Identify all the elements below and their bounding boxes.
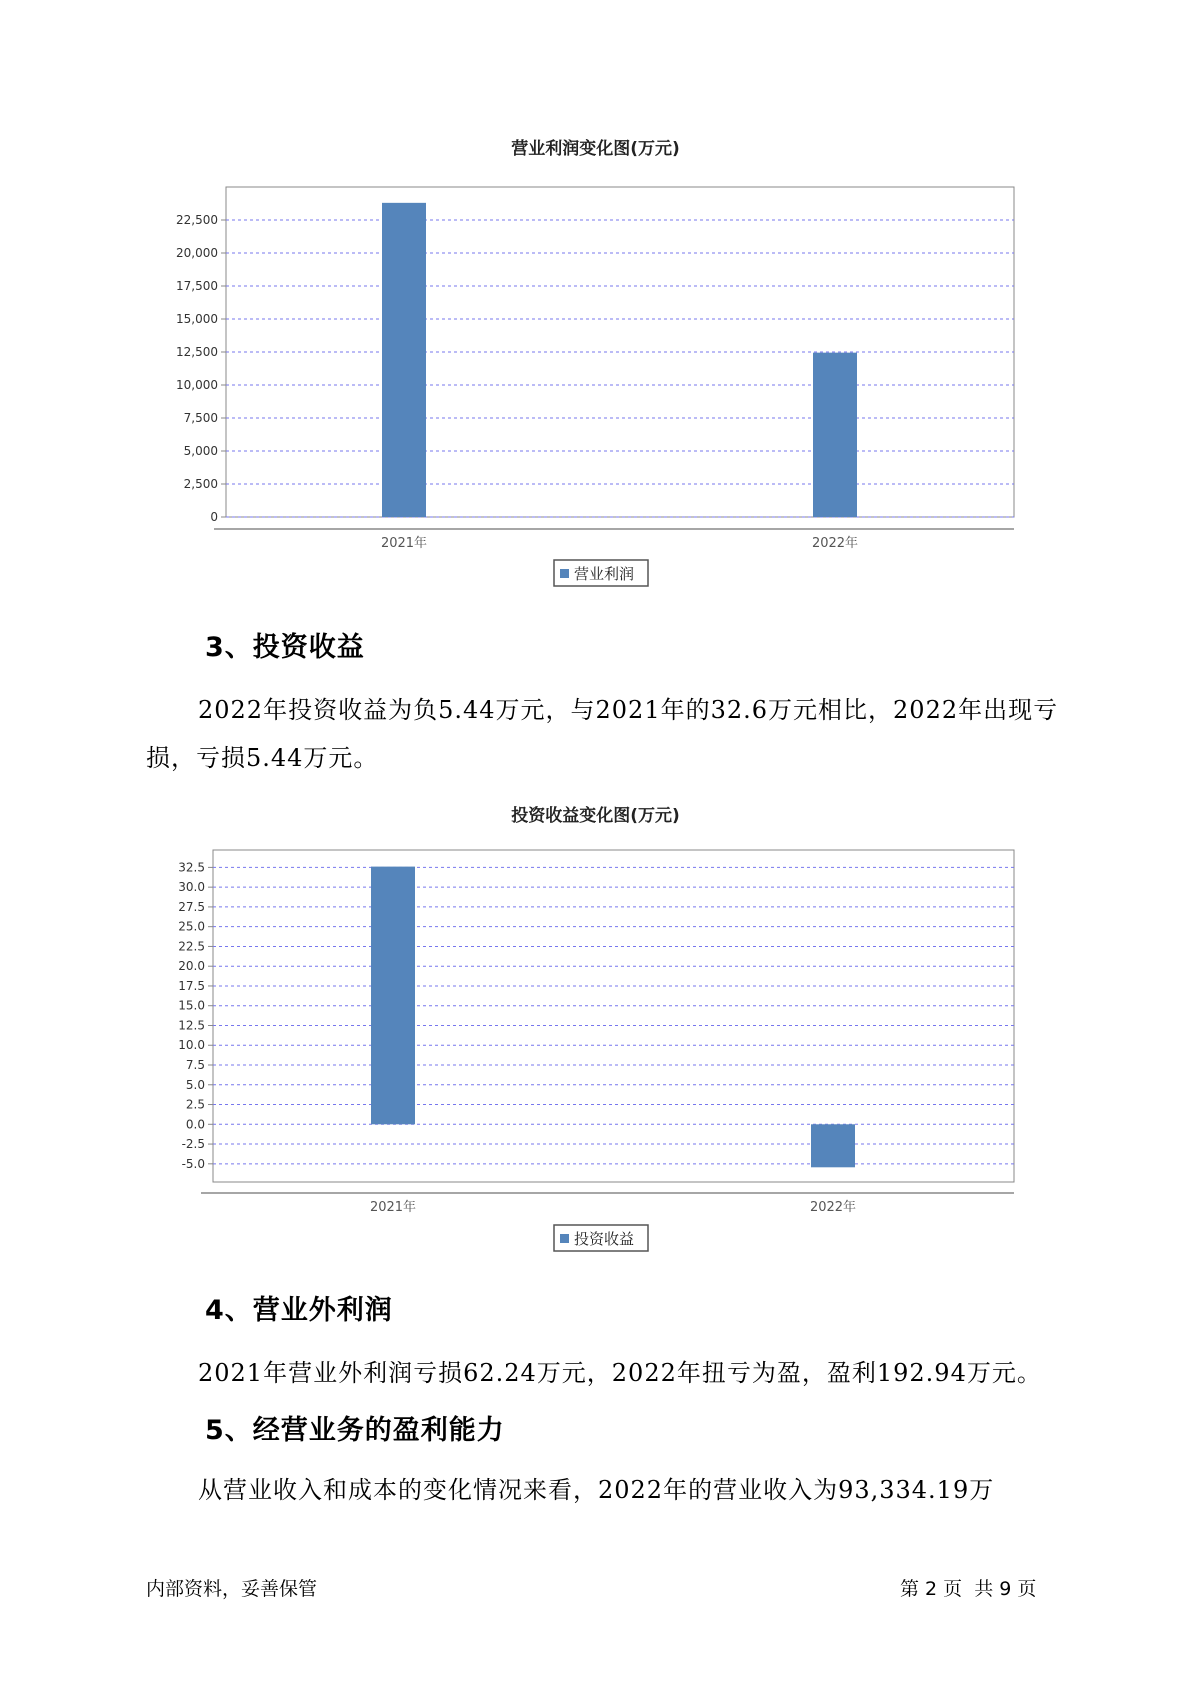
y-tick-label: 20.0 <box>178 959 205 974</box>
y-tick-label: 12,500 <box>176 345 218 359</box>
chart2-title: 投资收益变化图(万元) <box>511 806 680 826</box>
footer-confidential-note: 内部资料，妥善保管 <box>146 1578 318 1600</box>
chart1-title: 营业利润变化图(万元) <box>511 139 680 159</box>
y-tick-label: 17,500 <box>176 279 218 293</box>
y-tick-label: 7.5 <box>185 1058 205 1073</box>
section-4-paragraph: 2021年营业外利润亏损62.24万元，2022年扭亏为盈，盈利192.94万元。 <box>198 1359 1042 1387</box>
y-tick-label: 27.5 <box>178 899 205 914</box>
y-tick-label: 32.5 <box>178 860 205 875</box>
y-tick-label: 10,000 <box>176 378 218 392</box>
legend-swatch <box>560 1234 569 1243</box>
plot-area <box>213 850 1014 1182</box>
y-tick-label: 20,000 <box>176 246 218 260</box>
section-5-heading: 5、经营业务的盈利能力 <box>205 1415 505 1446</box>
y-tick-label: 0 <box>210 510 218 524</box>
x-tick-label: 2022年 <box>809 1200 857 1215</box>
y-tick-label: 2.5 <box>185 1097 205 1112</box>
x-tick-label: 2021年 <box>380 536 428 551</box>
y-tick-label: 15,000 <box>176 312 218 326</box>
y-tick-label: 7,500 <box>183 411 218 425</box>
legend-label: 投资收益 <box>574 1230 635 1248</box>
legend-label: 营业利润 <box>574 565 635 583</box>
y-tick-label: 5,000 <box>183 444 218 458</box>
y-tick-label: 25.0 <box>178 919 205 934</box>
x-tick-label: 2021年 <box>369 1200 417 1215</box>
y-tick-label: 22,500 <box>176 213 218 227</box>
y-tick-label: -5.0 <box>181 1156 205 1171</box>
section-3-paragraph: 2022年投资收益为负5.44万元，与2021年的32.6万元相比，2022年出现亏损，亏损5.44万元。 <box>146 696 1059 772</box>
bar-2021年 <box>371 867 415 1125</box>
y-tick-label: 12.5 <box>178 1018 205 1033</box>
footer-page-number: 第 2 页 共 9 页 <box>900 1578 1037 1600</box>
y-tick-label: 30.0 <box>178 880 205 895</box>
y-tick-label: 10.0 <box>178 1038 205 1053</box>
bar-2022年 <box>811 1124 855 1167</box>
y-tick-label: 2,500 <box>183 477 218 491</box>
y-tick-label: 22.5 <box>178 939 205 954</box>
section-4-heading: 4、营业外利润 <box>205 1295 393 1326</box>
y-tick-label: 0.0 <box>185 1117 205 1132</box>
x-tick-label: 2022年 <box>811 536 859 551</box>
y-tick-label: 15.0 <box>178 998 205 1013</box>
y-tick-label: -2.5 <box>181 1137 205 1152</box>
section-3-heading: 3、投资收益 <box>205 632 365 663</box>
y-tick-label: 17.5 <box>178 978 205 993</box>
y-tick-label: 5.0 <box>185 1077 205 1092</box>
section-5-paragraph: 从营业收入和成本的变化情况来看，2022年的营业收入为93,334.19万 <box>198 1476 995 1504</box>
